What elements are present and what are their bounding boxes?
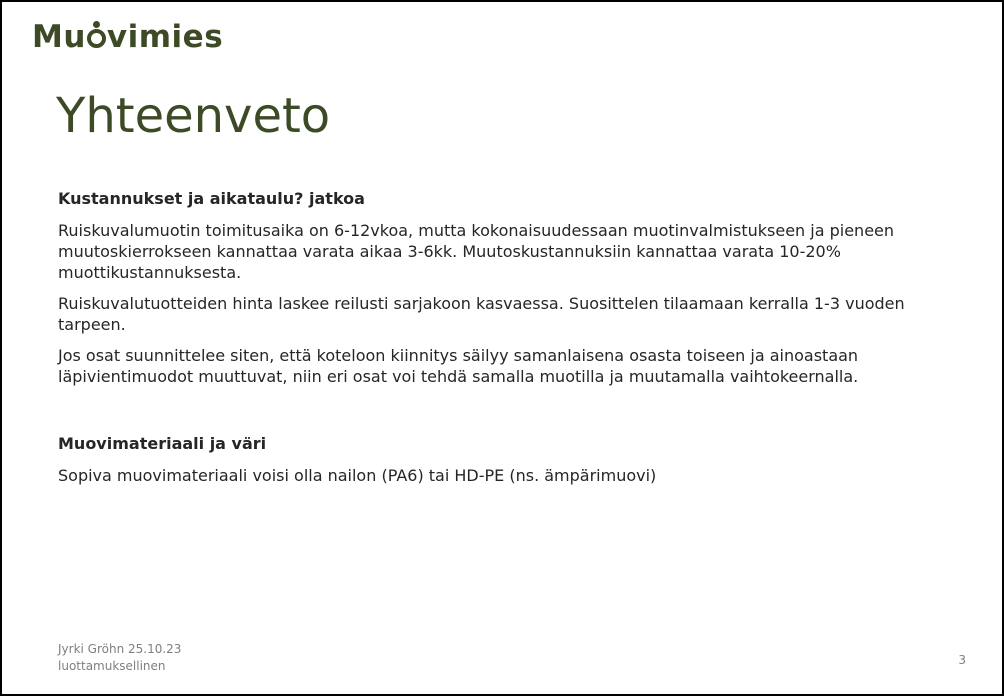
section-heading-costs: Kustannukset ja aikataulu? jatkoa [58,189,365,208]
paragraph-delivery-time: Ruiskuvalumuotin toimitusaika on 6-12vkoa, mutta kokonaisuudessaan muotinvalmistukseen ja pieneen muutoskierrokseen kannattaa varata aikaa 3-6kk. Muutoskustannuksiin kannattaa varata 10-20% muottikustannuksesta. [58,221,895,282]
footer-author-date: Jyrki Gröhn 25.10.23 [58,642,182,656]
slide-content [58,188,958,496]
slide-footer [58,641,181,675]
section-heading-material: Muovimateriaali ja väri [58,434,267,453]
slide-title: Yhteenveto [56,88,331,144]
section-spacer [58,397,958,433]
logo-text-start: Mu [32,19,86,55]
footer-classification: luottamuksellinen [58,659,166,673]
logo-text-end: vimies [106,19,224,55]
page-number: 3 [958,653,966,667]
muovimies-logo [32,17,223,57]
paragraph-price: Ruiskuvalutuotteiden hinta laskee reilusti sarjakoon kasvaessa. Suosittelen tilaamaan kerralla 1-3 vuoden tarpeen. [58,294,905,334]
paragraph-material: Sopiva muovimateriaali voisi olla nailon (PA6) tai HD-PE (ns. ämpärimuovi) [58,466,657,485]
paragraph-mold-design: Jos osat suunnittelee siten, että koteloon kiinnitys säilyy samanlaisena osasta toiseen ja ainoastaan läpivientimuodot muuttuvat, niin eri osat voi tehdä samalla muotilla ja muutamalla vaihtokeernalla. [58,346,859,386]
logo-ring-icon [87,29,106,48]
